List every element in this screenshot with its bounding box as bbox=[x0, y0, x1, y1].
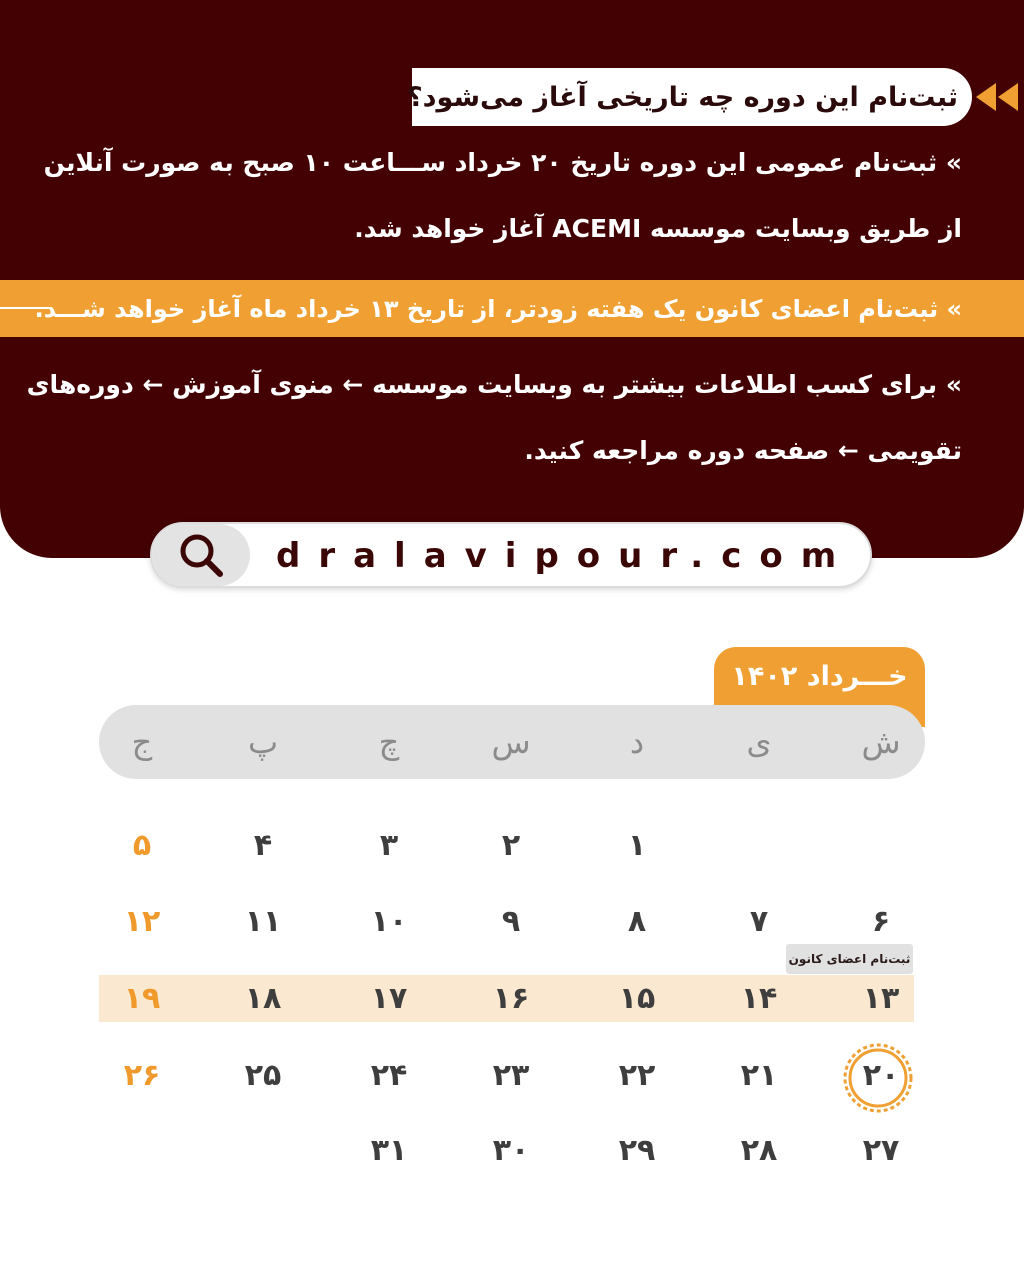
calendar-day: ۳۰ bbox=[492, 1132, 530, 1168]
calendar-day: ۶ bbox=[871, 903, 891, 939]
weekday-label: ج bbox=[131, 723, 153, 761]
calendar-day: ۲۴ bbox=[370, 1057, 408, 1093]
weekday-label: ش bbox=[861, 723, 901, 761]
calendar-day: ۱۵ bbox=[618, 980, 656, 1016]
paragraph-line: » ثبت‌نام عمومی این دوره تاریخ ۲۰ خرداد ســـاعت ۱۰ صبح به صورت آنلاین bbox=[43, 148, 962, 177]
weekday-label: س bbox=[491, 723, 531, 761]
calendar-day: ۳۱ bbox=[370, 1132, 408, 1168]
paragraph-line: تقویمی ← صفحه دوره مراجعه کنید. bbox=[524, 436, 962, 465]
calendar-day: ۲۵ bbox=[244, 1057, 282, 1093]
calendar-day: ۲۱ bbox=[740, 1057, 778, 1093]
calendar-day: ۲۰ bbox=[862, 1057, 900, 1093]
calendar-day: ۲۲ bbox=[618, 1057, 656, 1093]
calendar-day: ۱۲ bbox=[123, 903, 161, 939]
paragraph-more-info bbox=[26, 352, 962, 484]
calendar-day: ۱ bbox=[627, 827, 647, 863]
calendar-day: ۱۸ bbox=[244, 980, 282, 1016]
paragraph-line: از طریق وبسایت موسسه ACEMI آغاز خواهد شد. bbox=[354, 214, 962, 243]
weekday-label: پ bbox=[247, 723, 279, 761]
calendar-day: ۱۰ bbox=[370, 903, 408, 939]
highlight-text: » ثبت‌نام اعضای کانون یک هفته زودتر، از تاریخ ۱۳ خرداد ماه آغاز خواهد شـــد. bbox=[34, 294, 962, 323]
calendar-day: ۸ bbox=[627, 903, 647, 939]
calendar-day: ۱۴ bbox=[740, 980, 778, 1016]
calendar-day: ۱۳ bbox=[862, 980, 900, 1016]
calendar-day: ۱۱ bbox=[244, 903, 282, 939]
search-button[interactable] bbox=[152, 524, 250, 586]
month-title: خـــرداد ۱۴۰۲ bbox=[714, 647, 925, 727]
calendar-day: ۵ bbox=[132, 827, 152, 863]
double-chevron-left-icon bbox=[976, 80, 1024, 114]
calendar-day: ۷ bbox=[749, 903, 769, 939]
calendar-day: ۱۷ bbox=[370, 980, 408, 1016]
calendar-day: ۲۸ bbox=[740, 1132, 778, 1168]
paragraph-line: » برای کسب اطلاعات بیشتر به وبسایت موسسه ← منوی آموزش ← دوره‌های bbox=[26, 370, 962, 399]
paragraph-public-registration bbox=[43, 130, 962, 262]
calendar-day: ۲۹ bbox=[618, 1132, 656, 1168]
calendar-day: ۱۹ bbox=[123, 980, 161, 1016]
calendar-day: ۲۳ bbox=[492, 1057, 530, 1093]
member-registration-label: ثبت‌نام اعضای کانون bbox=[786, 944, 913, 974]
weekday-label: چ bbox=[378, 723, 400, 761]
calendar-day: ۴ bbox=[253, 827, 273, 863]
calendar-day: ۳ bbox=[379, 827, 399, 863]
search-icon bbox=[176, 530, 226, 580]
weekday-label: ی bbox=[746, 723, 772, 761]
calendar-day: ۲ bbox=[501, 827, 521, 863]
calendar-day: ۲۷ bbox=[862, 1132, 900, 1168]
website-url[interactable]: dralavipour.com bbox=[276, 536, 855, 576]
question-text: ثبت‌نام این دوره چه تاریخی آغاز می‌شود؟ bbox=[407, 81, 958, 113]
calendar-day: ۹ bbox=[501, 903, 521, 939]
question-heading bbox=[407, 68, 972, 126]
calendar-day: ۱۶ bbox=[492, 980, 530, 1016]
calendar-day: ۲۶ bbox=[123, 1057, 161, 1093]
weekday-label: د bbox=[629, 723, 645, 761]
